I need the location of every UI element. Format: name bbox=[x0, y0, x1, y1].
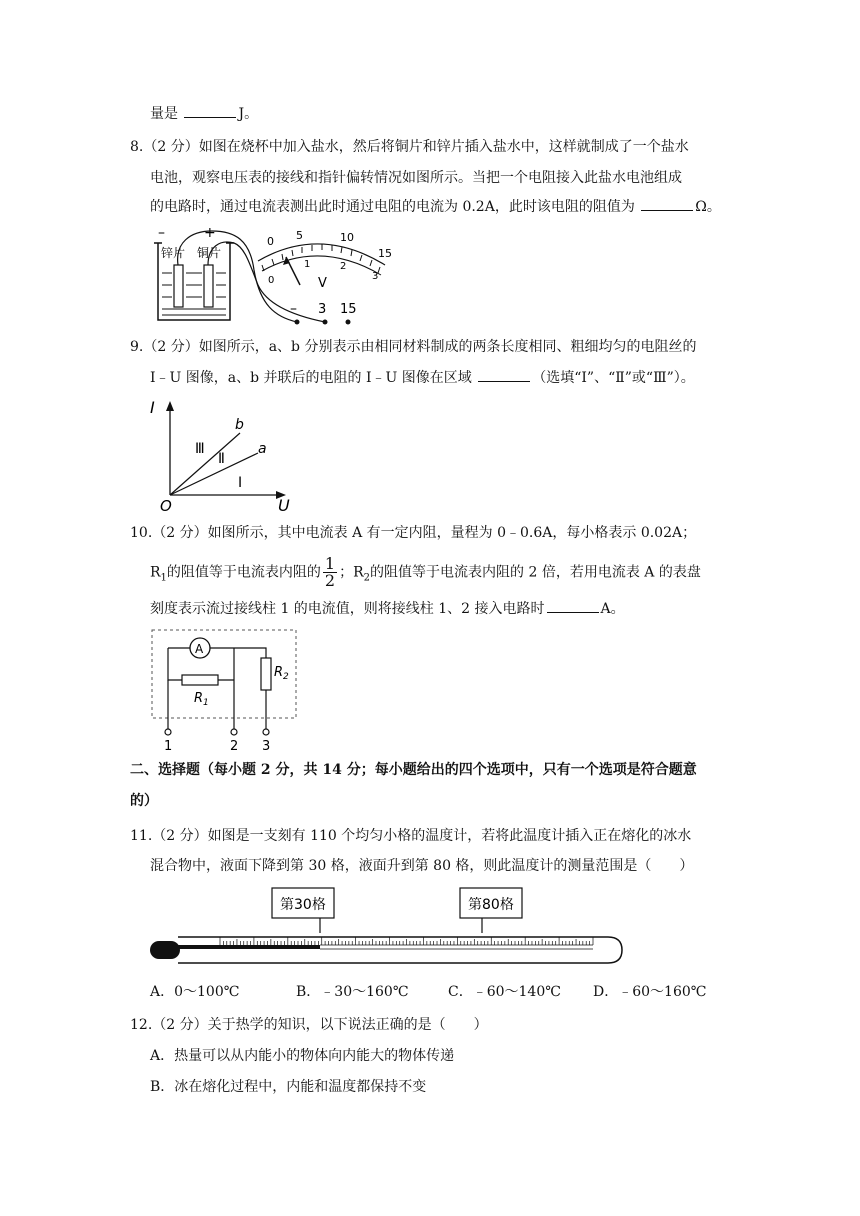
q10-r1-sub: 1 bbox=[160, 572, 167, 584]
ammeter-label: A bbox=[195, 642, 204, 656]
q10-line2d: 的阻值等于电流表内阻的 2 倍，若用电流表 A 的表盘 bbox=[370, 564, 701, 581]
label-30th: 第30格 bbox=[280, 897, 326, 913]
terminal-post-3 bbox=[263, 729, 269, 735]
q7-unit: J。 bbox=[238, 106, 259, 122]
terminal-3: 3 bbox=[318, 302, 327, 317]
q11-option-b[interactable]: B．﹣30～160℃ bbox=[296, 984, 409, 1000]
line-b bbox=[170, 433, 243, 495]
top-tick-10: 10 bbox=[340, 231, 354, 244]
q12-option-b[interactable]: B．冰在熔化过程中，内能和温度都保持不变 bbox=[150, 1079, 427, 1095]
q8-line2: 电池，观察电压表的接线和指针偏转情况如图所示。当把一个电阻接入此盐水电池组成 bbox=[150, 170, 682, 186]
r1-label: $R_1$ bbox=[194, 691, 209, 708]
answer-blank[interactable] bbox=[184, 103, 236, 118]
ammeter-circuit-figure bbox=[150, 628, 300, 753]
region-2-label: Ⅱ bbox=[218, 451, 225, 467]
q8-unit: Ω。 bbox=[695, 199, 721, 215]
q10-r2-sub: 2 bbox=[363, 572, 371, 584]
copper-label: 铜片 bbox=[197, 246, 222, 260]
answer-blank[interactable] bbox=[547, 598, 599, 613]
salt-battery-figure bbox=[150, 225, 410, 330]
q9-line2 bbox=[150, 367, 695, 388]
top-tick-5: 5 bbox=[296, 229, 303, 242]
q11-line2: 混合物中，液面下降到第 30 格，液面升到第 80 格，则此温度计的测量范围是（ ） bbox=[150, 858, 694, 874]
axis-u-label: U bbox=[278, 496, 290, 515]
q10-line3 bbox=[150, 598, 625, 619]
q9-line2b: （选填“Ⅰ”、“Ⅱ”或“Ⅲ”）。 bbox=[532, 370, 695, 386]
post-label-1: 1 bbox=[164, 739, 173, 754]
q8-line3-text: 的电路时，通过电流表测出此时通过电阻的电流为 0.2A，此时该电阻的阻值为 bbox=[150, 199, 635, 215]
q7-tail-text: 量是 bbox=[150, 106, 178, 122]
post-label-2: 2 bbox=[230, 739, 239, 754]
q10-r1: R bbox=[150, 564, 161, 581]
answer-blank[interactable] bbox=[641, 196, 693, 211]
frac-den: 2 bbox=[324, 571, 336, 590]
q12-option-a[interactable]: A．热量可以从内能小的物体向内能大的物体传递 bbox=[150, 1048, 455, 1064]
terminal-15: 15 bbox=[340, 302, 357, 317]
bottom-tick-1: 1 bbox=[304, 259, 311, 270]
q12-line1: 12.（2 分）关于热学的知识，以下说法正确的是（ ） bbox=[130, 1017, 488, 1033]
terminal-minus: – bbox=[290, 301, 297, 317]
q8-line3 bbox=[150, 196, 721, 217]
q10-line3a: 刻度表示流过接线柱 1 的电流值，则将接线柱 1、2 接入电路时 bbox=[150, 601, 545, 617]
resistor-r1 bbox=[182, 675, 218, 685]
zinc-label: 锌片 bbox=[161, 246, 186, 260]
q7-tail bbox=[150, 103, 258, 124]
section-heading-cont: 的） bbox=[130, 793, 158, 809]
q10-line1: 10.（2 分）如图所示，其中电流表 A 有一定内阻，量程为 0﹣0.6A，每小格表示 0.02A； bbox=[130, 525, 697, 541]
section-heading: 二、选择题（每小题 2 分，共 14 分；每小题给出的四个选项中，只有一个选项是符合题意 bbox=[130, 762, 697, 778]
q10-line2 bbox=[150, 556, 701, 590]
fraction-one-half bbox=[323, 556, 337, 589]
bottom-tick-0: 0 bbox=[268, 275, 275, 286]
region-3-label: Ⅲ bbox=[195, 441, 205, 457]
answer-blank[interactable] bbox=[478, 367, 530, 382]
r2-label: $R_2$ bbox=[274, 665, 289, 682]
q9-line1: 9.（2 分）如图所示，a、b 分别表示由相同材料制成的两条长度相同、粗细均匀的电阻丝的 bbox=[130, 339, 697, 355]
q8-line1: 8.（2 分）如图在烧杯中加入盐水，然后将铜片和锌片插入盐水中，这样就制成了一个盐水 bbox=[130, 139, 689, 155]
axis-i-label: I bbox=[150, 398, 155, 417]
terminal-post-1 bbox=[165, 729, 171, 735]
resistor-r2 bbox=[261, 658, 271, 690]
bottom-tick-2: 2 bbox=[340, 261, 347, 272]
q9-line2a: I﹣U 图像，a、b 并联后的电阻的 I﹣U 图像在区域 bbox=[150, 370, 472, 386]
thermometer-figure bbox=[148, 885, 628, 973]
q11-option-c[interactable]: C．﹣60～140℃ bbox=[448, 984, 561, 1000]
minus-sign: – bbox=[158, 225, 165, 241]
line-b-label: b bbox=[235, 417, 244, 433]
q10-r2: ；R bbox=[339, 564, 364, 581]
q10-unit: A。 bbox=[600, 601, 625, 617]
bottom-tick-3: 3 bbox=[372, 271, 379, 282]
top-tick-15: 15 bbox=[378, 247, 392, 260]
q11-option-d[interactable]: D．﹣60～160℃ bbox=[593, 984, 707, 1000]
origin-label: O bbox=[160, 497, 172, 515]
top-tick-0: 0 bbox=[267, 235, 274, 248]
plus-sign: + bbox=[204, 225, 216, 241]
voltmeter-v-label: V bbox=[318, 276, 327, 291]
frac-num: 1 bbox=[324, 554, 336, 573]
q11-line1: 11.（2 分）如图是一支刻有 110 个均匀小格的温度计，若将此温度计插入正在熔化的冰水 bbox=[130, 828, 692, 844]
terminal-post-2 bbox=[231, 729, 237, 735]
line-a-label: a bbox=[258, 441, 267, 457]
region-1-label: Ⅰ bbox=[238, 475, 243, 491]
post-label-3: 3 bbox=[262, 739, 271, 754]
iu-graph bbox=[150, 395, 300, 515]
q11-option-a[interactable]: A．0～100℃ bbox=[150, 984, 240, 1000]
q10-line2b: 的阻值等于电流表内阻的 bbox=[166, 564, 321, 581]
line-a bbox=[170, 453, 258, 495]
label-80th: 第80格 bbox=[468, 897, 514, 913]
